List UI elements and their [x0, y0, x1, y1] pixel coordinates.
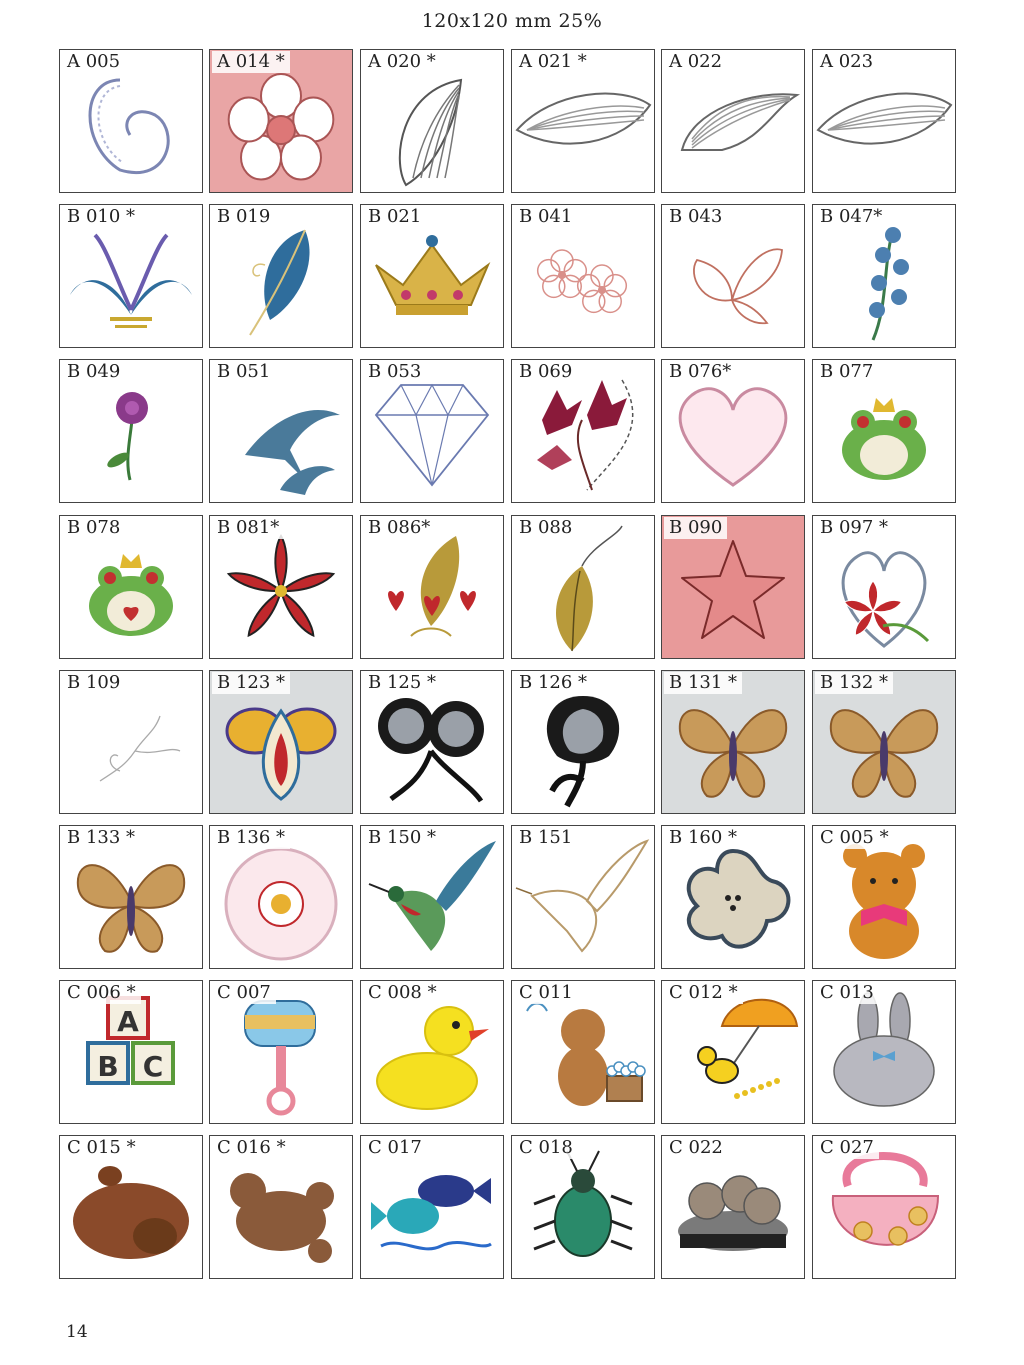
- design-code: B 125 *: [363, 672, 441, 694]
- design-tile: [812, 204, 956, 348]
- design-tile: [661, 670, 805, 814]
- design-code: C 016 *: [212, 1137, 291, 1159]
- design-code: B 151: [514, 827, 577, 849]
- design-code: B 043: [664, 206, 727, 228]
- design-tile: [360, 515, 504, 659]
- design-tile: [360, 359, 504, 503]
- design-tile: [360, 49, 504, 193]
- design-code: C 006 *: [62, 982, 141, 1004]
- design-tile: [209, 515, 353, 659]
- design-tile: [59, 980, 203, 1124]
- design-code: C 015 *: [62, 1137, 141, 1159]
- design-tile: [812, 515, 956, 659]
- design-tile: [812, 670, 956, 814]
- design-tile: [661, 359, 805, 503]
- svg-text:B: B: [97, 1050, 119, 1083]
- design-tile: [59, 359, 203, 503]
- design-code: B 150 *: [363, 827, 441, 849]
- design-tile: [511, 980, 655, 1124]
- design-code: A 005: [62, 51, 125, 73]
- design-code: B 081*: [212, 517, 284, 539]
- design-code: C 022: [664, 1137, 728, 1159]
- design-code: B 086*: [363, 517, 435, 539]
- design-tile: [661, 49, 805, 193]
- design-code: B 047*: [815, 206, 887, 228]
- design-code: C 013: [815, 982, 879, 1004]
- design-tile: [360, 1135, 504, 1279]
- design-code: B 069: [514, 361, 577, 383]
- design-code: B 041: [514, 206, 577, 228]
- design-code: C 017: [363, 1137, 427, 1159]
- design-tile: [812, 359, 956, 503]
- design-code: A 022: [664, 51, 727, 73]
- design-code: C 027: [815, 1137, 879, 1159]
- design-tile: [511, 825, 655, 969]
- design-tile: [511, 1135, 655, 1279]
- design-tile: [209, 670, 353, 814]
- design-tile: [360, 670, 504, 814]
- design-code: B 160 *: [664, 827, 742, 849]
- design-tile: [59, 670, 203, 814]
- design-code: A 014 *: [212, 51, 290, 73]
- design-tile: [209, 980, 353, 1124]
- design-code: C 005 *: [815, 827, 894, 849]
- design-tile: [812, 1135, 956, 1279]
- design-tile: [661, 825, 805, 969]
- design-tile: [511, 204, 655, 348]
- svg-text:A: A: [117, 1005, 139, 1038]
- design-code: B 049: [62, 361, 125, 383]
- design-code: B 136 *: [212, 827, 290, 849]
- design-tile: [812, 980, 956, 1124]
- design-tile: [360, 204, 504, 348]
- design-code: B 078: [62, 517, 125, 539]
- design-tile: [59, 204, 203, 348]
- design-tile: [59, 1135, 203, 1279]
- design-code: B 090: [664, 517, 727, 539]
- design-code: C 007: [212, 982, 276, 1004]
- design-code: B 019: [212, 206, 275, 228]
- design-tile: [209, 825, 353, 969]
- design-tile: [661, 980, 805, 1124]
- design-code: B 076*: [664, 361, 736, 383]
- design-code: C 012 *: [664, 982, 743, 1004]
- design-code: B 077: [815, 361, 878, 383]
- design-code: B 097 *: [815, 517, 893, 539]
- design-code: B 088: [514, 517, 577, 539]
- design-code: B 010 *: [62, 206, 140, 228]
- design-tile: [59, 49, 203, 193]
- design-tile: [59, 515, 203, 659]
- design-tile: [209, 49, 353, 193]
- design-tile: [511, 49, 655, 193]
- design-tile: [209, 1135, 353, 1279]
- design-code: B 133 *: [62, 827, 140, 849]
- design-tile: [511, 359, 655, 503]
- design-tile: [812, 825, 956, 969]
- design-tile: [360, 825, 504, 969]
- design-code: A 021 *: [514, 51, 592, 73]
- design-code: B 132 *: [815, 672, 893, 694]
- design-tile: [511, 670, 655, 814]
- design-tile: [812, 49, 956, 193]
- design-code: B 053: [363, 361, 426, 383]
- design-code: B 051: [212, 361, 275, 383]
- svg-text:C: C: [142, 1050, 164, 1083]
- design-code: C 008 *: [363, 982, 442, 1004]
- design-tile: [661, 204, 805, 348]
- design-code: B 126 *: [514, 672, 592, 694]
- design-tile: [661, 515, 805, 659]
- page-number: 14: [66, 1322, 88, 1342]
- design-tile: [209, 204, 353, 348]
- design-tile: [661, 1135, 805, 1279]
- design-tile: [209, 359, 353, 503]
- design-code: B 131 *: [664, 672, 742, 694]
- design-tile: [360, 980, 504, 1124]
- page-title: 120x120 mm 25%: [421, 10, 603, 32]
- design-tile: [511, 515, 655, 659]
- design-code: B 021: [363, 206, 426, 228]
- design-code: B 109: [62, 672, 125, 694]
- design-code: A 023: [815, 51, 878, 73]
- design-code: A 020 *: [363, 51, 441, 73]
- design-code: B 123 *: [212, 672, 290, 694]
- design-code: C 018: [514, 1137, 578, 1159]
- design-tile: [59, 825, 203, 969]
- design-code: C 011: [514, 982, 578, 1004]
